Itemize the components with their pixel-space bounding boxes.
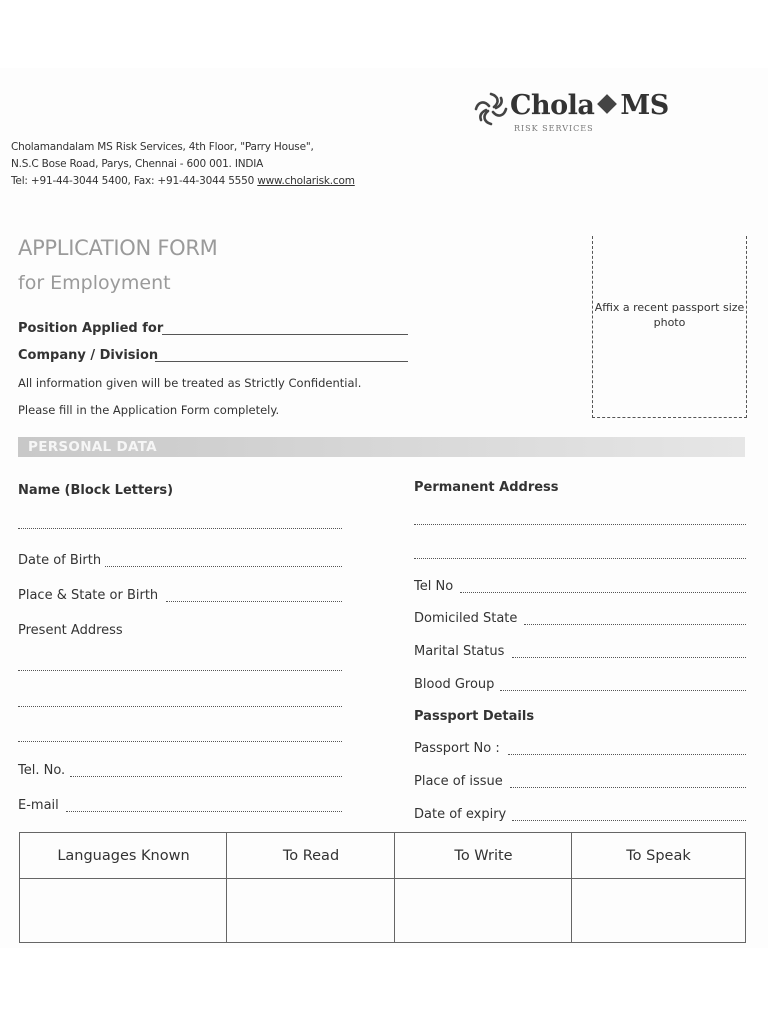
present-address-label: Present Address: [18, 623, 123, 638]
to-read-header: To Read: [227, 833, 395, 879]
logo-wordmark: [510, 90, 669, 121]
place-state-birth-field[interactable]: [166, 601, 342, 602]
language-cell[interactable]: [20, 879, 227, 942]
to-speak-header: To Speak: [572, 833, 745, 879]
confidential-note: All information given will be treated as Strictly Confidential.: [18, 376, 362, 390]
company-division-field[interactable]: [155, 361, 408, 362]
company-division-label: Company / Division: [18, 348, 159, 363]
logo-name-right: MS: [620, 90, 669, 121]
photo-instruction: Affix a recent passport size photo: [594, 301, 745, 329]
tel-label-right: Tel No: [414, 579, 454, 594]
diamond-icon: [597, 94, 617, 114]
tel-field-right[interactable]: [460, 592, 746, 593]
form-title: APPLICATION FORM: [18, 236, 218, 260]
dob-label: Date of Birth: [18, 553, 102, 568]
blood-group-field[interactable]: [500, 690, 746, 691]
passport-no-label: Passport No :: [414, 741, 500, 756]
place-of-issue-field[interactable]: [510, 787, 746, 788]
passport-no-field[interactable]: [508, 754, 746, 755]
dob-field[interactable]: [105, 566, 342, 567]
languages-table: [19, 832, 746, 943]
languages-known-header: Languages Known: [20, 833, 227, 879]
tel-field-left[interactable]: [70, 776, 342, 777]
name-label: Name (Block Letters): [18, 483, 174, 498]
contact-numbers: Tel: +91-44-3044 5400, Fax: +91-44-3044 5550: [11, 175, 258, 187]
passport-details-label: Passport Details: [414, 709, 535, 724]
present-address-line-2[interactable]: [18, 706, 342, 707]
present-address-line-3[interactable]: [18, 741, 342, 742]
photo-box[interactable]: [592, 236, 747, 418]
date-of-expiry-label: Date of expiry: [414, 807, 507, 822]
permanent-address-label: Permanent Address: [414, 480, 559, 495]
present-address-line-1[interactable]: [18, 670, 342, 671]
marital-status-field[interactable]: [512, 657, 746, 658]
email-field[interactable]: [66, 811, 342, 812]
section-title: PERSONAL DATA: [28, 439, 157, 455]
form-subtitle: for Employment: [18, 272, 171, 294]
chola-swirl-icon: [472, 90, 510, 128]
place-of-issue-label: Place of issue: [414, 774, 503, 789]
section-header-personal-data: [18, 437, 745, 457]
form-page: [0, 68, 768, 948]
marital-status-label: Marital Status: [414, 644, 505, 659]
place-state-birth-label: Place & State or Birth: [18, 588, 159, 603]
address-line-2: N.S.C Bose Road, Parys, Chennai - 600 001. INDIA: [11, 158, 264, 170]
position-applied-label: Position Applied for: [18, 321, 164, 336]
name-field[interactable]: [18, 528, 342, 529]
read-cell[interactable]: [227, 879, 395, 942]
company-logo: [472, 90, 692, 140]
blood-group-label: Blood Group: [414, 677, 495, 692]
speak-cell[interactable]: [572, 879, 745, 942]
address-line-1: Cholamandalam MS Risk Services, 4th Floor, "Parry House",: [11, 141, 314, 153]
domiciled-state-field[interactable]: [524, 624, 746, 625]
fill-completely-note: Please fill in the Application Form completely.: [18, 403, 280, 417]
address-line-3: [11, 175, 355, 187]
permanent-address-line-2[interactable]: [414, 558, 746, 559]
position-applied-field[interactable]: [162, 334, 408, 335]
domiciled-state-label: Domiciled State: [414, 611, 518, 626]
email-label: E-mail: [18, 798, 59, 813]
website-link[interactable]: www.cholarisk.com: [257, 175, 355, 187]
tel-label-left: Tel. No.: [18, 763, 66, 778]
date-of-expiry-field[interactable]: [512, 820, 746, 821]
logo-tagline: RISK SERVICES: [514, 124, 594, 133]
permanent-address-line-1[interactable]: [414, 524, 746, 525]
logo-name-left: Chola: [510, 90, 595, 121]
write-cell[interactable]: [395, 879, 572, 942]
to-write-header: To Write: [395, 833, 572, 879]
